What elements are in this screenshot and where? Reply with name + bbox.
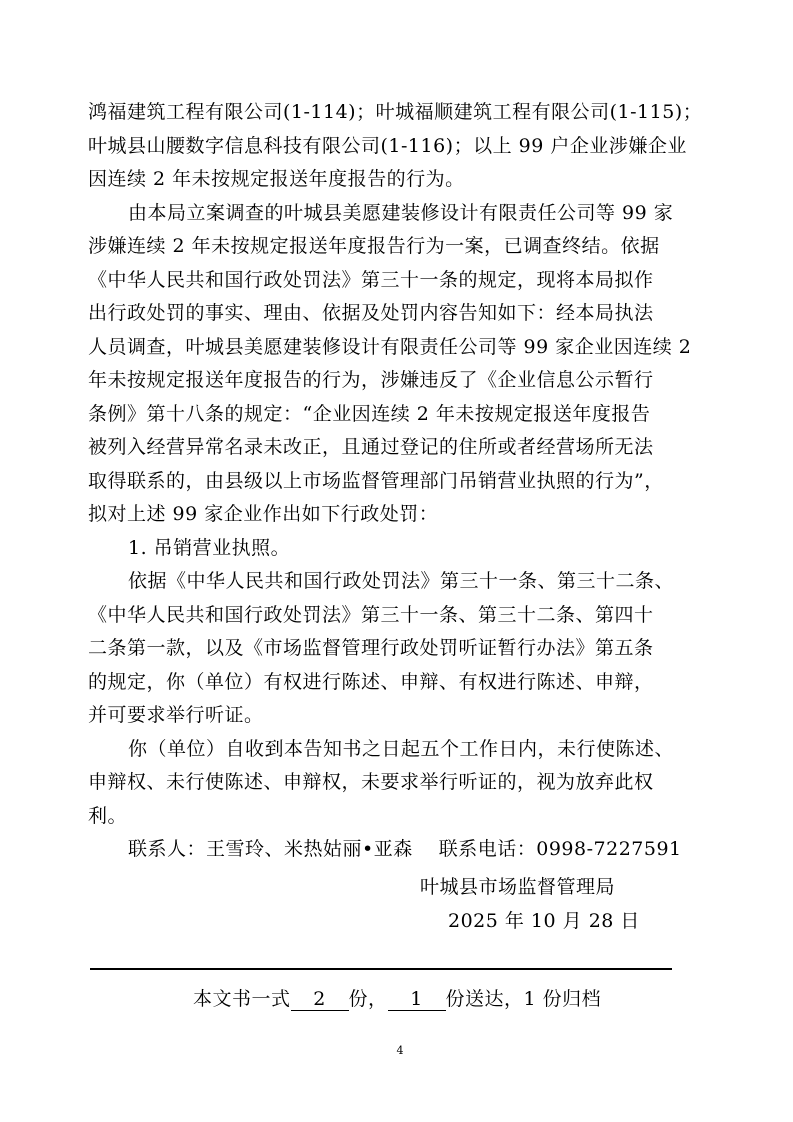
body-line: 叶城县山腰数字信息科技有限公司(1-116)；以上 99 户企业涉嫌企业 — [88, 134, 687, 157]
body-line: 拟对上述 99 家企业作出如下行政处罚： — [88, 503, 439, 525]
issuing-authority: 叶城县市场监督管理局 — [420, 876, 616, 898]
signature-block — [420, 870, 680, 938]
served-count: 1 — [388, 988, 446, 1011]
body-line: 你（单位）自收到本告知书之日起五个工作日内，未行使陈述、 — [128, 737, 675, 760]
body-line: 的规定，你（单位）有权进行陈述、申辩、有权进行陈述、申辩， — [88, 670, 654, 693]
penalty-item: 1. 吊销营业执照。 — [128, 536, 291, 559]
footer-copies-note — [193, 984, 601, 1011]
body-line: 人员调查，叶城县美愿建装修设计有限责任公司等 99 家企业因连续 2 — [88, 335, 692, 358]
divider — [90, 968, 672, 970]
body-line: 涉嫌连续 2 年未按规定报送年度报告行为一案，已调查终结。依据 — [88, 235, 660, 257]
body-line: 申辩权、未行使陈述、申辩权，未要求举行听证的，视为放弃此权 — [88, 771, 654, 793]
issue-date: 2025 年 10 月 28 日 — [448, 910, 640, 932]
page-number: 4 — [396, 1044, 404, 1057]
body-line: 由本局立案调查的叶城县美愿建装修设计有限责任公司等 99 家 — [128, 201, 674, 224]
body-line: 被列入经营异常名录未改正，且通过登记的住所或者经营场所无法 — [88, 436, 654, 458]
body-line: 利。 — [88, 804, 128, 827]
document-body — [88, 96, 708, 867]
body-line: 《中华人民共和国行政处罚法》第三十一条、第三十二条、第四十 — [88, 603, 654, 626]
copies-count: 2 — [291, 988, 349, 1011]
body-line: 《中华人民共和国行政处罚法》第三十一条的规定，现将本局拟作 — [88, 268, 654, 291]
footer-suffix: 份送达，1 份归档 — [445, 988, 602, 1010]
body-line: 鸿福建筑工程有限公司(1-114)；叶城福顺建筑工程有限公司(1-115)； — [88, 101, 703, 123]
body-line: 出行政处罚的事实、理由、依据及处罚内容告知如下：经本局执法 — [88, 302, 654, 324]
footer-prefix: 本文书一式 — [193, 988, 291, 1010]
body-line: 二条第一款，以及《市场监督管理行政处罚听证暂行办法》第五条 — [88, 637, 654, 659]
body-line: 依据《中华人民共和国行政处罚法》第三十一条、第三十二条、 — [128, 570, 675, 592]
body-line: 取得联系的，由县级以上市场监督管理部门吊销营业执照的行为”， — [88, 469, 664, 492]
body-line: 并可要求举行听证。 — [88, 704, 264, 726]
footer-mid: 份， — [348, 988, 388, 1010]
body-line: 因连续 2 年未按规定报送年度报告的行为。 — [88, 168, 465, 190]
body-line: 条例》第十八条的规定：“企业因连续 2 年未按规定报送年度报告 — [88, 402, 651, 425]
contact-line: 联系人：王雪玲、米热姑丽•亚森 联系电话：0998-7227591 — [128, 838, 682, 860]
body-line: 年未按规定报送年度报告的行为，涉嫌违反了《企业信息公示暂行 — [88, 369, 654, 391]
